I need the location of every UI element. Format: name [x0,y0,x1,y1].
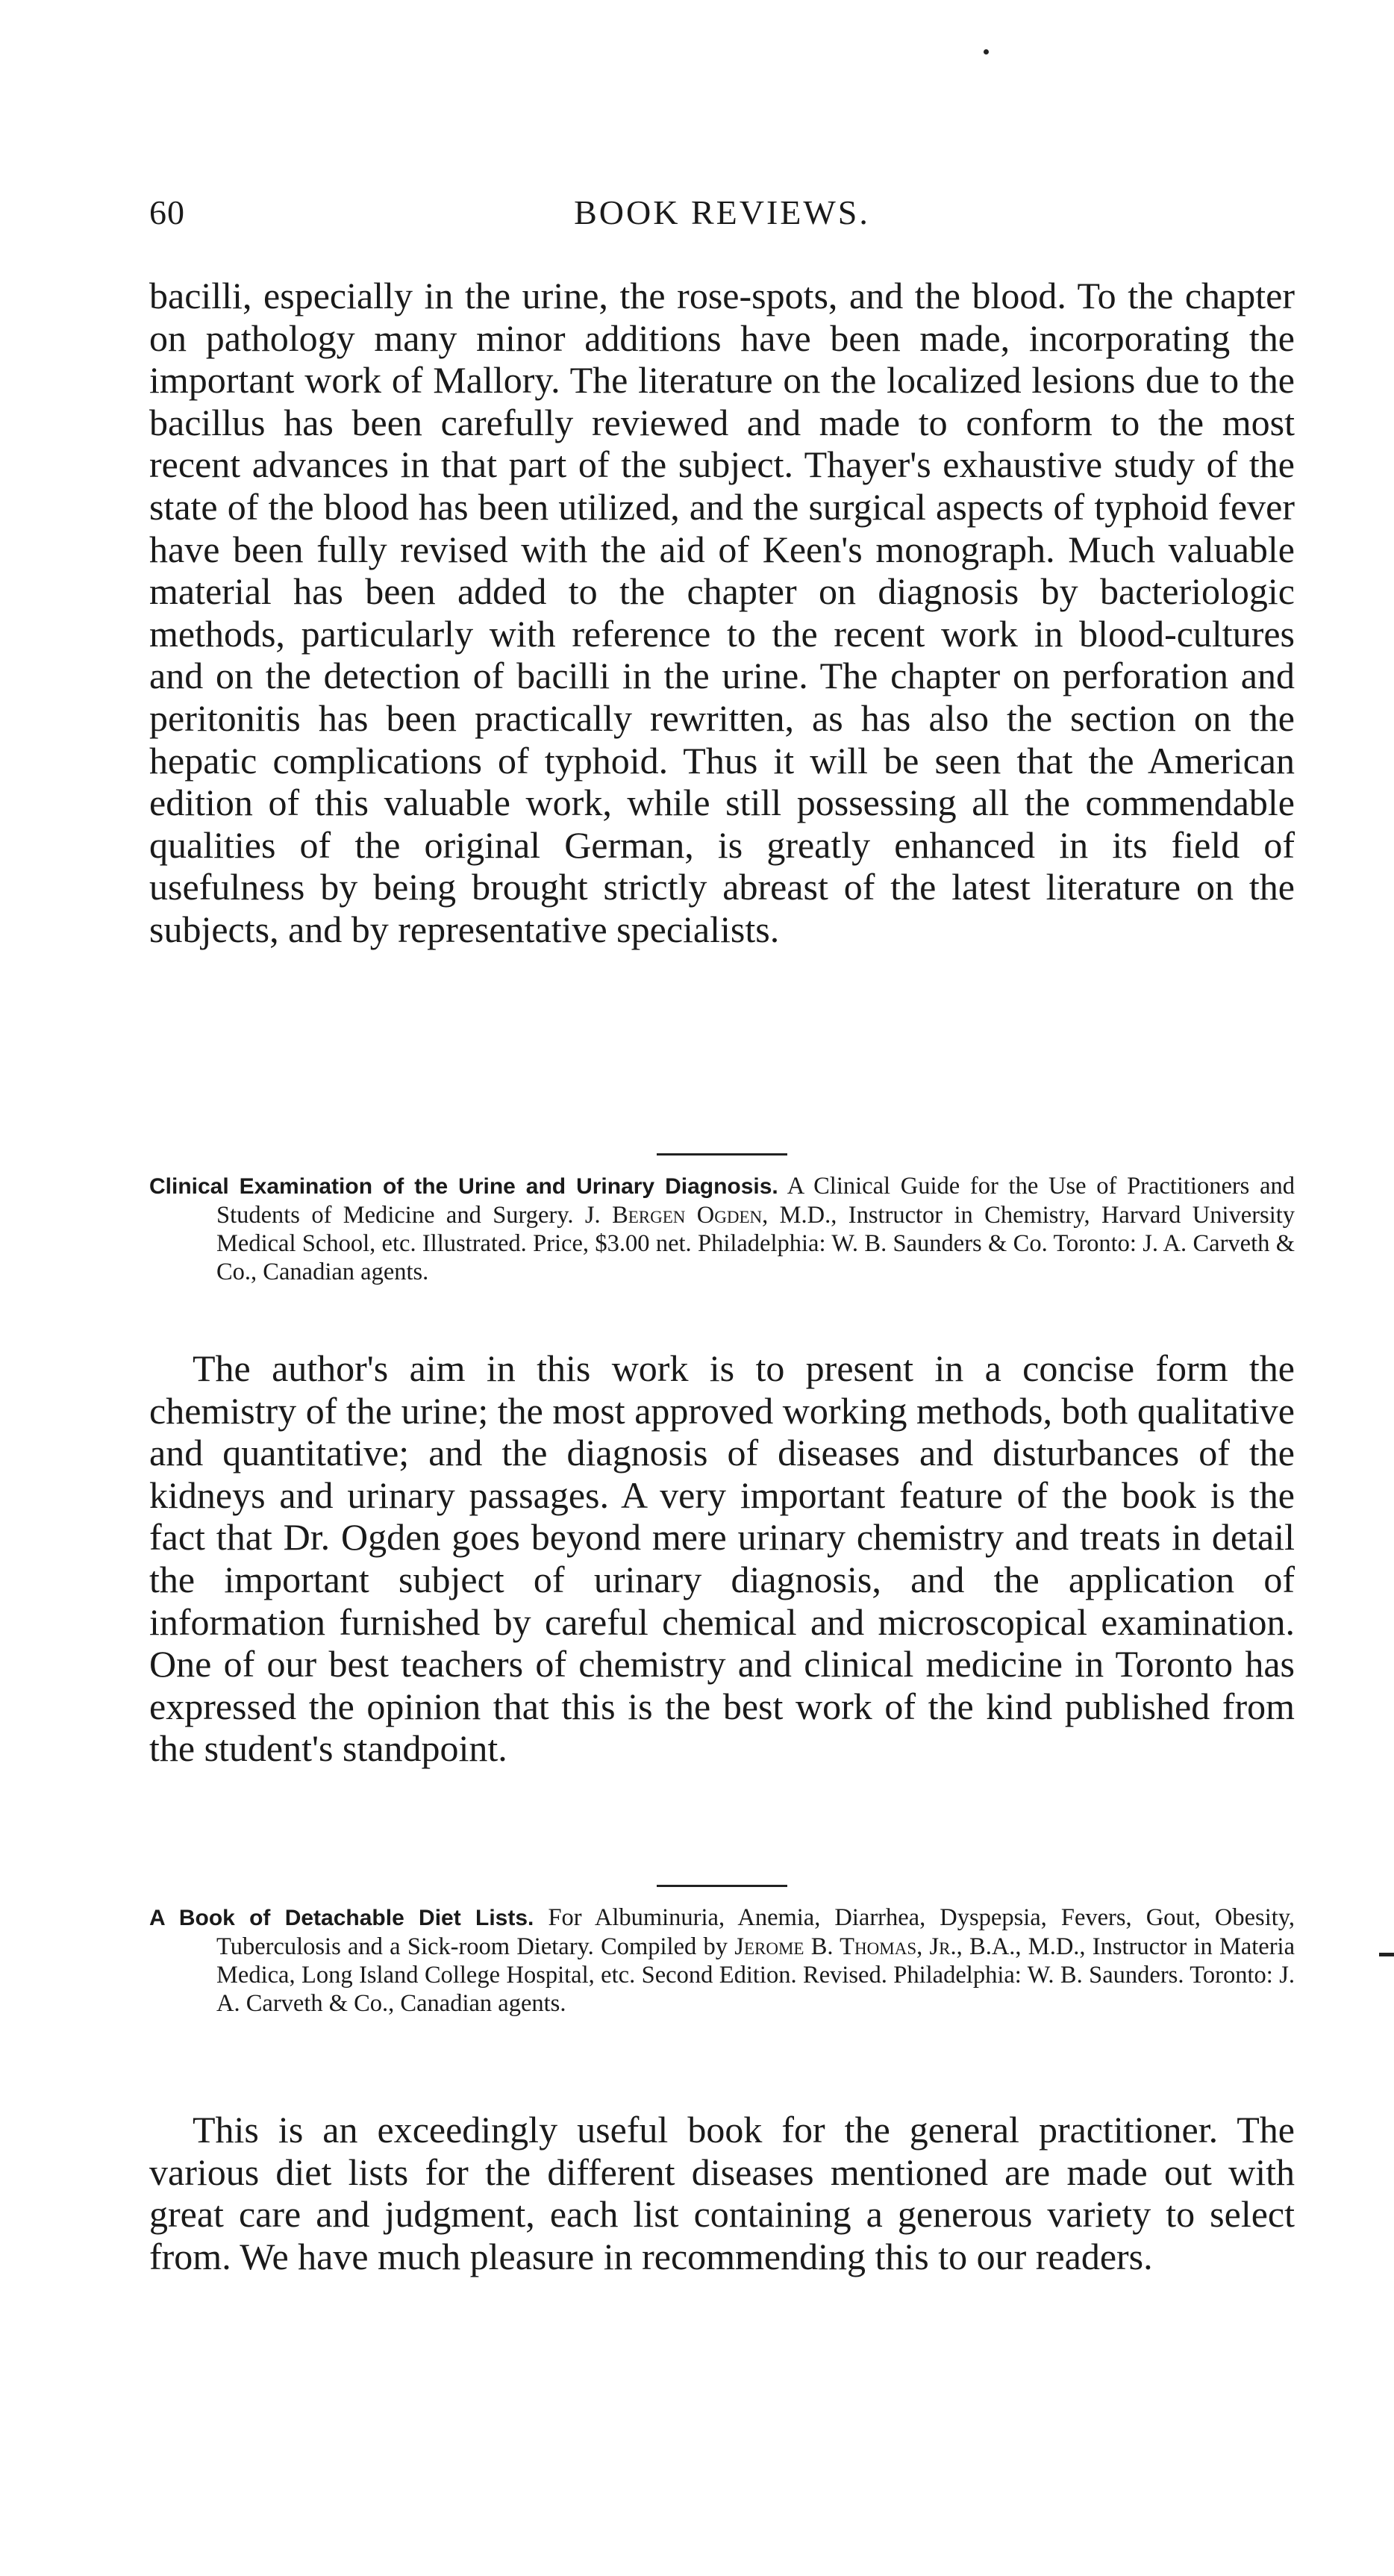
book-citation-urine [149,1172,1295,1286]
review-paragraph-continued: bacilli, especially in the urine, the rose-spots, and the blood. To the chapter on pathology many minor additions have been made, incorporating the important work of Mallory. The literature on the localized lesions due to the bacillus has been carefully reviewed and made to conform to the most recent advances in that part of the subject. Thayer's exhaustive study of the state of the blood has been utilized, and the surgical aspects of typhoid fever have been fully revised with the aid of Keen's monograph. Much valuable material has been added to the chapter on diagnosis by bacteriologic methods, particularly with reference to the recent work in blood-cultures and on the detection of bacilli in the urine. The chapter on perforation and peritonitis has been practically rewritten, as has also the section on the hepatic complications of typhoid. Thus it will be seen that the American edition of this valuable work, while still possessing all the commendable qualities of the original German, is greatly enhanced in its field of usefulness by being brought strictly abreast of the latest literature on the subjects, and by representative specialists. [149,275,1295,950]
citation-title: A Book of Detachable Diet Lists. [149,1906,534,1930]
section-divider [657,1885,787,1887]
citation-details: , M.D., Instructor in Chemistry, Harvard University Medical School, etc. Illustrated. Price, $3.00 net. Philadelphia: W. B. Saunders & Co. Toronto: J. A. Carveth & Co., Canadian agents. [216,1202,1295,1285]
speck-mark [984,49,989,54]
review-paragraph-diet: This is an exceedingly useful book for the general practitioner. The various diet lists for the different diseases mentioned are made out with great care and judgment, each list containing a generous variety to select from. We have much pleasure in recommending this to our readers. [149,2109,1295,2277]
margin-mark [1379,1953,1394,1956]
citation-description: For Albuminuria, Anemia, Diarrhea, Dyspepsia, Fevers, Gout, Obesity, Tuberculosis and a Sick-room Dietary. Compiled by [216,1904,1295,1960]
citation-author: Jerome B. Thomas, Jr. [734,1933,957,1960]
page-number: 60 [149,193,185,231]
section-divider [657,1153,787,1156]
running-head: BOOK REVIEWS. [574,193,870,231]
page-header [149,193,1295,237]
citation-details: , B.A., M.D., Instructor in Materia Medica, Long Island College Hospital, etc. Second Edition. Revised. Philadelphia: W. B. Saunders. Toronto: J. A. Carveth & Co., Canadian agents. [216,1933,1295,2017]
citation-title: Clinical Examination of the Urine and Urinary Diagnosis. [149,1174,778,1199]
citation-author: Bergen Ogden [612,1202,763,1229]
citation-description: A Clinical Guide for the Use of Practitioners and Students of Medicine and Surgery. J. [216,1173,1295,1229]
review-paragraph-urine: The author's aim in this work is to present in a concise form the chemistry of the urine; the most approved working methods, both qualitative and quantitative; and the diagnosis of diseases and disturbances of the kidneys and urinary passages. A very important feature of the book is the fact that Dr. Ogden goes beyond mere urinary chemistry and treats in detail the important subject of urinary diagnosis, and the application of information furnished by careful chemical and microscopical examination. One of our best teachers of chemistry and clinical medicine in Toronto has expressed the opinion that this is the best work of the kind published from the student's standpoint. [149,1347,1295,1770]
book-citation-diet [149,1903,1295,2018]
